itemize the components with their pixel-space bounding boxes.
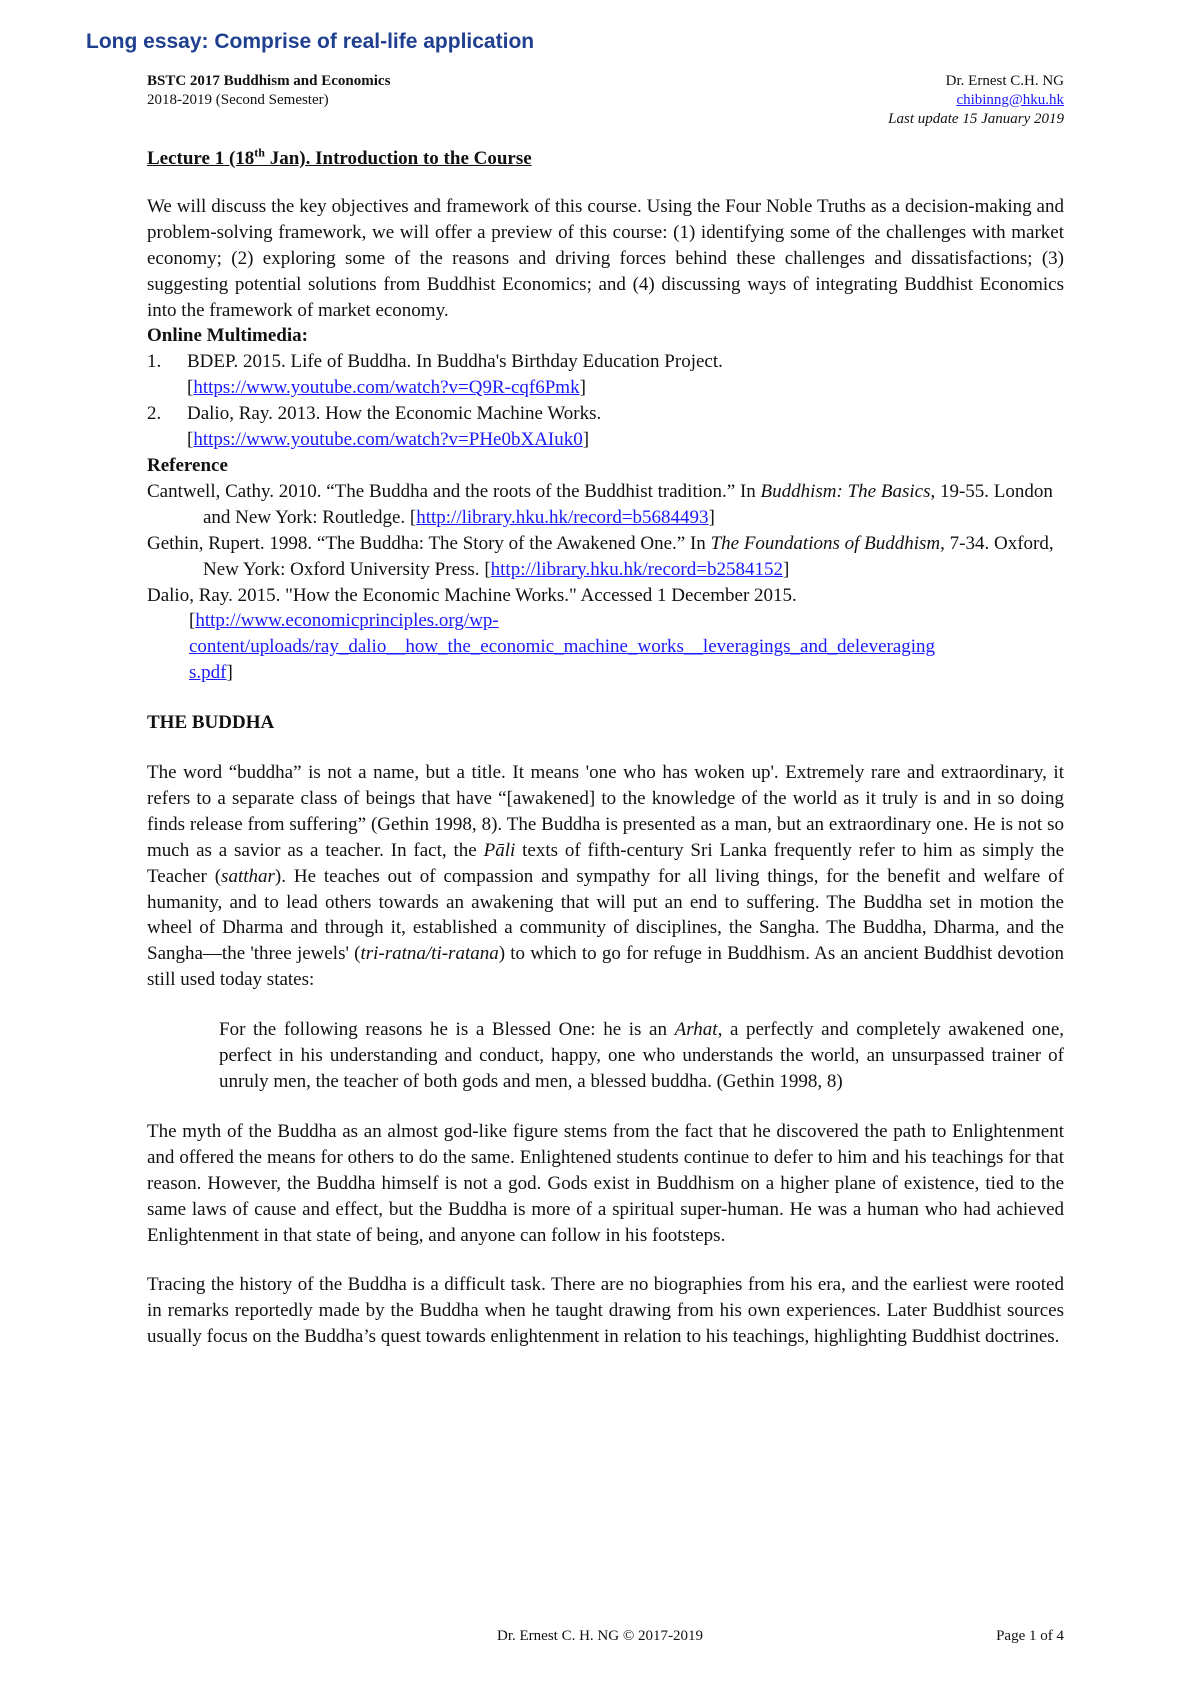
pdf-link-part[interactable]: s.pdf — [189, 662, 227, 684]
section-heading: THE BUDDHA — [147, 712, 275, 734]
course-title: BSTC 2017 Buddhism and Economics — [147, 73, 391, 89]
reference-item: Gethin, Rupert. 1998. “The Buddha: The Story of the Awakened One.” In The Foundations of Buddhism, 7-34. Oxford, New York: Oxford University Press. [http://library.hku.hk/record=b2584152] — [147, 532, 1054, 580]
block-quote: For the following reasons he is a Blessed One: he is an Arhat, a perfectly and completely awakened one, perfect in his understanding and conduct, happy, one who understands the world, an unsurpassed trainer of unruly men, the teacher of both gods and men, a blessed buddha. (Gethin 1998, 8) — [219, 1019, 1065, 1092]
multimedia-heading: Online Multimedia: — [147, 325, 308, 347]
footer-copyright: Dr. Ernest C. H. NG © 2017-2019 — [497, 1628, 703, 1644]
buddha-paragraph-2: The myth of the Buddha as an almost god-like figure stems from the fact that he discovered the path to Enlightenment and offered the means for others to do the same. Enlightened students continue to defer to him and his teachings for that reason. However, the Buddha himself is not a god. Gods exist in Buddhism on a higher plane of existence, tied to the same laws of cause and effect, but the Buddha is more of a spiritual super-human. He was a human who had achieved Enlightenment in that state of being, and anyone can follow in his footsteps. — [147, 1120, 1064, 1246]
multimedia-list — [147, 349, 1064, 453]
list-item: 2. Dalio, Ray. 2013. How the Economic Machine Works. [https://www.youtube.com/watch?v=PHe0bXAIuk0] — [147, 403, 602, 451]
last-update: Last update 15 January 2019 — [888, 111, 1064, 127]
semester: 2018-2019 (Second Semester) — [147, 92, 329, 108]
page-number: Page 1 of 4 — [996, 1628, 1064, 1644]
buddha-paragraph-3: Tracing the history of the Buddha is a difficult task. There are no biographies from his era, and the earliest were rooted in remarks reportedly made by the Buddha when he taught drawing from his own experiences. Later Buddhist sources usually focus on the Buddha’s quest towards enlightenment in relation to his teachings, highlighting Buddhist doctrines. — [147, 1274, 1064, 1348]
banner-title: Long essay: Comprise of real-life application — [86, 30, 535, 53]
video-link[interactable]: https://www.youtube.com/watch?v=Q9R-cqf6Pmk — [193, 377, 580, 399]
library-link[interactable]: http://library.hku.hk/record=b2584152 — [490, 558, 783, 580]
pdf-link-part[interactable]: content/uploads/ray_dalio__how_the_economic_machine_works__leveragings_and_deleveraging — [189, 636, 936, 658]
reference-item: Cantwell, Cathy. 2010. “The Buddha and the roots of the Buddhist tradition.” In Buddhism: The Basics, 19-55. London and New York: Routledge. [http://library.hku.hk/record=b5684493] — [147, 480, 1053, 528]
pdf-link-part[interactable]: http://www.economicprinciples.org/wp- — [195, 610, 499, 632]
lecture-title: Lecture 1 (18th Jan). Introduction to the Course — [147, 145, 532, 169]
library-link[interactable]: http://library.hku.hk/record=b5684493 — [416, 506, 709, 528]
reference-item: Dalio, Ray. 2015. "How the Economic Machine Works." Accessed 1 December 2015. [http://www.economicprinciples.org/wp- content/uploads/ray_dalio__how_the_economic_machine_works__leveragings_and_deleveraging s.pdf] — [147, 583, 1064, 687]
author-name: Dr. Ernest C.H. NG — [945, 73, 1064, 89]
email-link[interactable]: chibinng@hku.hk — [956, 92, 1064, 108]
document-body — [147, 146, 1064, 1350]
header-left — [147, 72, 390, 110]
buddha-paragraph-1: The word “buddha” is not a name, but a title. It means 'one who has woken up'. Extremely rare and extraordinary, it refers to a separate class of beings that have “[awakened] to the knowledge of the world as it truly is and in so doing finds release from suffering” (Gethin 1998, 8). The Buddha is presented as a man, but an extraordinary one. He is not so much as a savior as a teacher. In fact, the Pāli texts of fifth-century Sri Lanka frequently refer to him as simply the Teacher (satthar). He teaches out of compassion and sympathy for all living things, for the benefit and welfare of humanity, and to lead others towards an awakening that will put an end to suffering. The Buddha set in motion the wheel of Dharma and through it, established a community of disciplines, the Sangha. The Buddha, Dharma, and the Sangha—the 'three jewels' (tri-ratna/ti-ratana) to which to go for refuge in Buddhism. As an ancient Buddhist devotion still used today states: — [147, 762, 1065, 991]
list-item: 1. BDEP. 2015. Life of Buddha. In Buddha's Birthday Education Project. [https://www.youtube.com/watch?v=Q9R-cqf6Pmk] — [147, 351, 723, 399]
video-link[interactable]: https://www.youtube.com/watch?v=PHe0bXAIuk0 — [193, 429, 583, 451]
header-right — [888, 72, 1064, 129]
reference-heading: Reference — [147, 454, 228, 476]
intro-paragraph: We will discuss the key objectives and framework of this course. Using the Four Noble Truths as a decision-making and problem-solving framework, we will offer a preview of this course: (1) identifying some of the challenges with market economy; (2) exploring some of the reasons and driving forces behind these challenges and dissatisfactions; (3) suggesting potential solutions from Buddhist Economics; and (4) discussing ways of integrating Buddhist Economics into the framework of market economy. — [147, 195, 1064, 321]
